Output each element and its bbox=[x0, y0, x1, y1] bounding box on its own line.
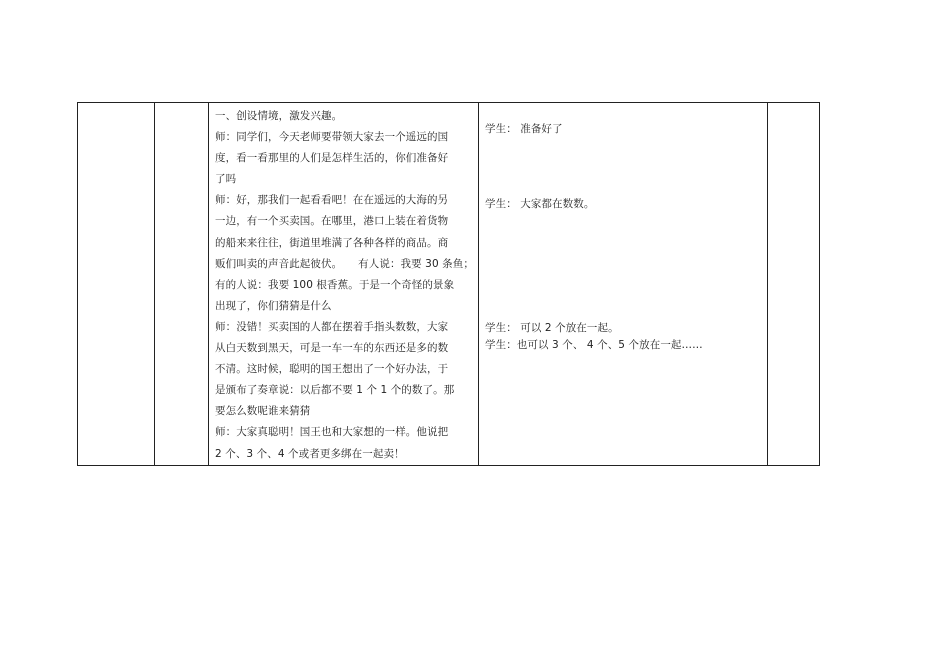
teacher-line: 师：好，那我们一起看看吧！在在遥远的大海的另 bbox=[215, 194, 449, 207]
teacher-line: 2 个、3 个、4 个或者更多绑在一起卖！ bbox=[215, 447, 405, 460]
teacher-line: 一、创设情境，激发兴趣。 bbox=[215, 110, 343, 122]
lesson-plan-table bbox=[77, 102, 820, 466]
teacher-line: 了吗 bbox=[215, 173, 237, 186]
teacher-line: 一边，有一个买卖国。在哪里，港口上装在着货物 bbox=[215, 215, 449, 228]
teacher-line: 不清。这时候，聪明的国王想出了一个好办法，于 bbox=[215, 363, 449, 376]
teacher-line: 贩们叫卖的声音此起彼伏。 有人说：我要 30 条鱼； bbox=[215, 257, 474, 270]
student-activity-cell bbox=[479, 103, 768, 466]
teacher-line: 是颁布了奏章说：以后都不要 1 个 1 个的数了。那 bbox=[215, 384, 455, 397]
student-line: 学生： 可以 2 个放在一起。 bbox=[485, 322, 619, 334]
table-row bbox=[78, 103, 820, 466]
empty-cell-5 bbox=[768, 103, 820, 466]
teacher-line: 师：同学们，今天老师要带领大家去一个遥远的国 bbox=[215, 131, 449, 144]
teacher-activity-cell bbox=[209, 103, 479, 466]
teacher-line: 有的人说：我要 100 根香蕉。于是一个奇怪的景象 bbox=[215, 278, 455, 291]
empty-cell-2 bbox=[155, 103, 209, 466]
teacher-line: 从白天数到黑天，可是一车一车的东西还是多的数 bbox=[215, 342, 449, 355]
teacher-line: 师：没错！买卖国的人都在摆着手指头数数，大家 bbox=[215, 320, 449, 333]
student-line: 学生： 准备好了 bbox=[485, 123, 563, 135]
student-line: 学生：也可以 3 个、 4 个、5 个放在一起…… bbox=[485, 339, 703, 351]
teacher-line: 度，看一看那里的人们是怎样生活的，你们准备好 bbox=[215, 152, 449, 165]
teacher-line: 出现了，你们猜猜是什么 bbox=[215, 299, 332, 312]
empty-cell-1 bbox=[78, 103, 155, 466]
teacher-line: 的船来来往往，街道里堆满了各种各样的商品。商 bbox=[215, 236, 449, 249]
teacher-line: 要怎么数呢谁来猜猜 bbox=[215, 405, 311, 418]
student-line: 学生： 大家都在数数。 bbox=[485, 198, 595, 210]
teacher-line: 师：大家真聪明！国王也和大家想的一样。他说把 bbox=[215, 426, 449, 439]
